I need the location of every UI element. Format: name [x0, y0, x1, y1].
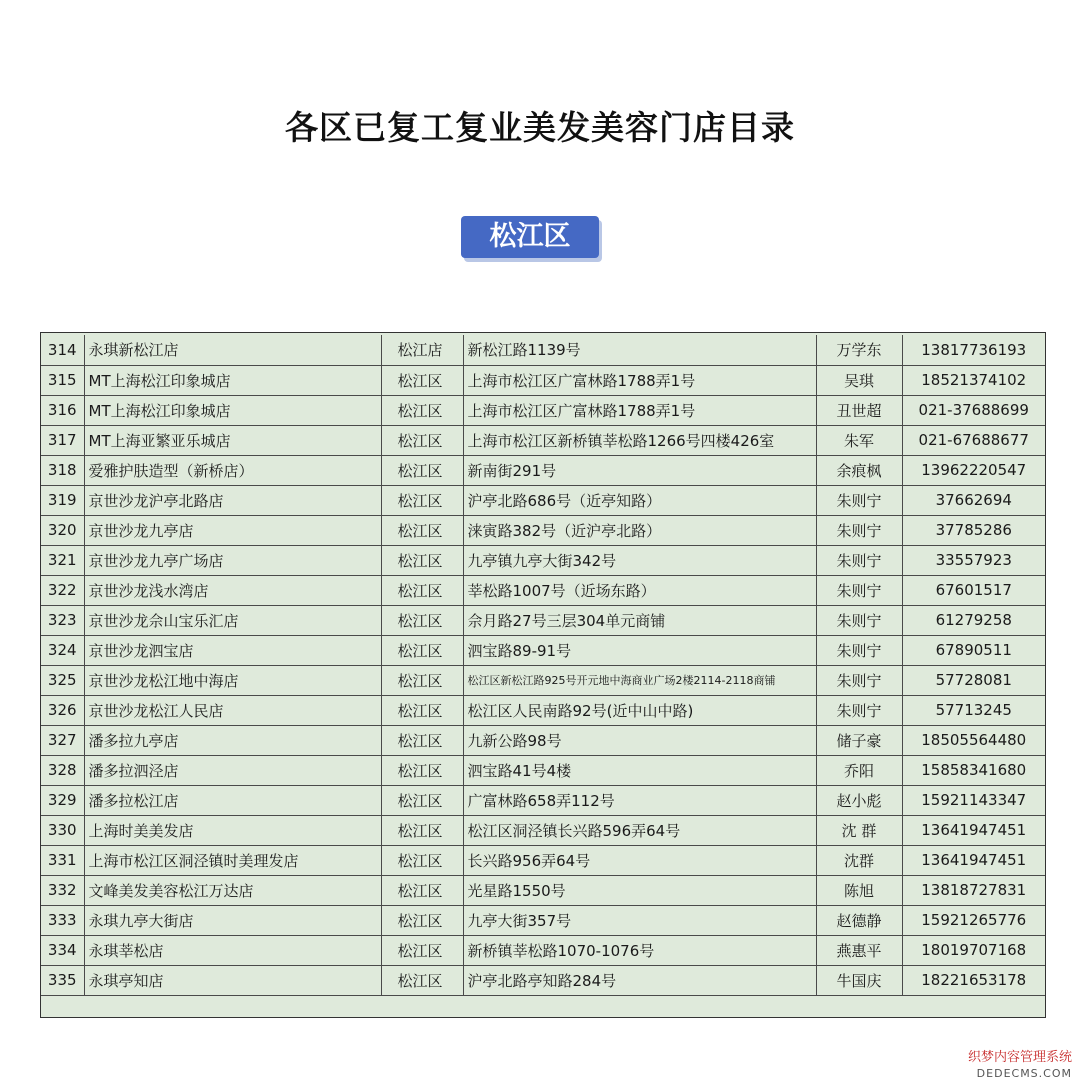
- store-contact: 丑世超: [816, 395, 902, 425]
- store-district: 松江区: [381, 965, 463, 995]
- store-district: 松江区: [381, 575, 463, 605]
- store-contact: 沈 群: [816, 815, 902, 845]
- store-district: 松江区: [381, 605, 463, 635]
- store-phone: 61279258: [902, 605, 1045, 635]
- table-row: [41, 605, 1045, 635]
- row-number: 331: [41, 845, 84, 875]
- store-contact: 朱则宁: [816, 605, 902, 635]
- store-phone: 33557923: [902, 545, 1045, 575]
- store-name: 上海时美美发店: [84, 815, 381, 845]
- store-phone: 18505564480: [902, 725, 1045, 755]
- store-contact: 朱则宁: [816, 635, 902, 665]
- table-row: [41, 695, 1045, 725]
- table-row: [41, 635, 1045, 665]
- store-address: 沪亭北路亭知路284号: [463, 965, 816, 995]
- store-name: 潘多拉泗泾店: [84, 755, 381, 785]
- row-number: 330: [41, 815, 84, 845]
- store-phone: 13641947451: [902, 845, 1045, 875]
- table-row: [41, 425, 1045, 455]
- store-district: 松江店: [381, 335, 463, 365]
- store-phone: 15921265776: [902, 905, 1045, 935]
- store-district: 松江区: [381, 695, 463, 725]
- store-address: 松江区洞泾镇长兴路596弄64号: [463, 815, 816, 845]
- store-district: 松江区: [381, 425, 463, 455]
- store-phone: 15858341680: [902, 755, 1045, 785]
- store-district: 松江区: [381, 785, 463, 815]
- store-contact: 朱则宁: [816, 695, 902, 725]
- store-district: 松江区: [381, 365, 463, 395]
- store-name: 京世沙龙松江地中海店: [84, 665, 381, 695]
- store-address: 沪亭北路686号（近亭知路）: [463, 485, 816, 515]
- store-name: 京世沙龙松江人民店: [84, 695, 381, 725]
- store-phone: 57728081: [902, 665, 1045, 695]
- row-number: 332: [41, 875, 84, 905]
- store-district: 松江区: [381, 875, 463, 905]
- store-address: 新松江路1139号: [463, 335, 816, 365]
- row-number: 329: [41, 785, 84, 815]
- store-name: MT上海亚繁亚乐城店: [84, 425, 381, 455]
- store-address: 泗宝路89-91号: [463, 635, 816, 665]
- row-number: 323: [41, 605, 84, 635]
- store-address: 松江区人民南路92号(近中山中路): [463, 695, 816, 725]
- store-district: 松江区: [381, 665, 463, 695]
- store-name: 永琪九亭大街店: [84, 905, 381, 935]
- store-phone: 021-37688699: [902, 395, 1045, 425]
- store-name: 潘多拉松江店: [84, 785, 381, 815]
- store-address: 佘月路27号三层304单元商铺: [463, 605, 816, 635]
- store-phone: 13641947451: [902, 815, 1045, 845]
- row-number: 320: [41, 515, 84, 545]
- row-number: 319: [41, 485, 84, 515]
- store-district: 松江区: [381, 545, 463, 575]
- store-name: 京世沙龙九亭广场店: [84, 545, 381, 575]
- store-contact: 朱则宁: [816, 545, 902, 575]
- store-district: 松江区: [381, 815, 463, 845]
- store-contact: 赵小彪: [816, 785, 902, 815]
- row-number: 321: [41, 545, 84, 575]
- store-phone: 57713245: [902, 695, 1045, 725]
- store-contact: 朱则宁: [816, 575, 902, 605]
- store-district: 松江区: [381, 515, 463, 545]
- store-district: 松江区: [381, 485, 463, 515]
- store-contact: 沈群: [816, 845, 902, 875]
- row-number: 334: [41, 935, 84, 965]
- table-row: [41, 545, 1045, 575]
- store-district: 松江区: [381, 845, 463, 875]
- row-number: 316: [41, 395, 84, 425]
- table-row: [41, 575, 1045, 605]
- store-contact: 乔阳: [816, 755, 902, 785]
- store-name: 永琪莘松店: [84, 935, 381, 965]
- store-name: 上海市松江区洞泾镇时美理发店: [84, 845, 381, 875]
- table-row: [41, 875, 1045, 905]
- store-address: 长兴路956弄64号: [463, 845, 816, 875]
- store-contact: 万学东: [816, 335, 902, 365]
- store-phone: 13817736193: [902, 335, 1045, 365]
- store-contact: 朱则宁: [816, 515, 902, 545]
- store-phone: 67890511: [902, 635, 1045, 665]
- store-name: 京世沙龙佘山宝乐汇店: [84, 605, 381, 635]
- store-name: 京世沙龙浅水湾店: [84, 575, 381, 605]
- row-number: 333: [41, 905, 84, 935]
- table-row: [41, 845, 1045, 875]
- store-contact: 余痕枫: [816, 455, 902, 485]
- table-row: [41, 485, 1045, 515]
- store-phone: 67601517: [902, 575, 1045, 605]
- store-phone: 021-67688677: [902, 425, 1045, 455]
- store-phone: 13818727831: [902, 875, 1045, 905]
- store-contact: 赵德静: [816, 905, 902, 935]
- district-badge: 松江区: [461, 216, 599, 258]
- store-contact: 朱则宁: [816, 665, 902, 695]
- row-number: 335: [41, 965, 84, 995]
- store-contact: 吴琪: [816, 365, 902, 395]
- row-number: 324: [41, 635, 84, 665]
- table-row: [41, 665, 1045, 695]
- store-phone: 18019707168: [902, 935, 1045, 965]
- store-contact: 储子豪: [816, 725, 902, 755]
- store-name: 京世沙龙沪亭北路店: [84, 485, 381, 515]
- store-contact: 朱军: [816, 425, 902, 455]
- store-name: 永琪亭知店: [84, 965, 381, 995]
- row-number: 314: [41, 335, 84, 365]
- store-phone: 13962220547: [902, 455, 1045, 485]
- store-name: 永琪新松江店: [84, 335, 381, 365]
- store-table: [40, 332, 1046, 1018]
- table-row: [41, 755, 1045, 785]
- table-row: [41, 935, 1045, 965]
- store-phone: 15921143347: [902, 785, 1045, 815]
- store-name: MT上海松江印象城店: [84, 395, 381, 425]
- table-row: [41, 455, 1045, 485]
- store-contact: 牛国庆: [816, 965, 902, 995]
- store-address: 新南街291号: [463, 455, 816, 485]
- store-phone: 18221653178: [902, 965, 1045, 995]
- store-address: 上海市松江区广富林路1788弄1号: [463, 395, 816, 425]
- table-row: [41, 335, 1045, 365]
- table-row: [41, 905, 1045, 935]
- row-number: 318: [41, 455, 84, 485]
- store-address: 涞寅路382号（近沪亭北路）: [463, 515, 816, 545]
- store-district: 松江区: [381, 935, 463, 965]
- store-address: 莘松路1007号（近场东路）: [463, 575, 816, 605]
- store-phone: 37785286: [902, 515, 1045, 545]
- page-title: 各区已复工复业美发美容门店目录: [285, 108, 795, 147]
- store-address: 九亭大街357号: [463, 905, 816, 935]
- store-district: 松江区: [381, 725, 463, 755]
- row-number: 317: [41, 425, 84, 455]
- store-contact: 燕惠平: [816, 935, 902, 965]
- store-name: 爱雅护肤造型（新桥店）: [84, 455, 381, 485]
- store-table-body: [41, 335, 1045, 995]
- table-row: [41, 515, 1045, 545]
- store-district: 松江区: [381, 455, 463, 485]
- store-address: 九新公路98号: [463, 725, 816, 755]
- row-number: 325: [41, 665, 84, 695]
- table-row: [41, 785, 1045, 815]
- store-district: 松江区: [381, 755, 463, 785]
- table-row: [41, 395, 1045, 425]
- table-row: [41, 725, 1045, 755]
- store-name: 京世沙龙泗宝店: [84, 635, 381, 665]
- table-row: [41, 815, 1045, 845]
- table-row: [41, 965, 1045, 995]
- store-address: 九亭镇九亭大街342号: [463, 545, 816, 575]
- store-district: 松江区: [381, 395, 463, 425]
- row-number: 315: [41, 365, 84, 395]
- store-address: 光星路1550号: [463, 875, 816, 905]
- row-number: 326: [41, 695, 84, 725]
- row-number: 328: [41, 755, 84, 785]
- row-number: 327: [41, 725, 84, 755]
- watermark: [968, 1050, 1072, 1082]
- store-address: 上海市松江区广富林路1788弄1号: [463, 365, 816, 395]
- store-address: 泗宝路41号4楼: [463, 755, 816, 785]
- store-name: 文峰美发美容松江万达店: [84, 875, 381, 905]
- store-phone: 18521374102: [902, 365, 1045, 395]
- store-name: 潘多拉九亭店: [84, 725, 381, 755]
- watermark-line1: 织梦内容管理系统: [967, 1050, 1072, 1065]
- store-name: 京世沙龙九亭店: [84, 515, 381, 545]
- store-district: 松江区: [381, 635, 463, 665]
- store-name: MT上海松江印象城店: [84, 365, 381, 395]
- store-address: 上海市松江区新桥镇莘松路1266号四楼426室: [463, 425, 816, 455]
- store-contact: 陈旭: [816, 875, 902, 905]
- watermark-line2: DEDECMS.COM: [976, 1067, 1072, 1080]
- store-address: 广富林路658弄112号: [463, 785, 816, 815]
- store-district: 松江区: [381, 905, 463, 935]
- store-phone: 37662694: [902, 485, 1045, 515]
- row-number: 322: [41, 575, 84, 605]
- store-address: 新桥镇莘松路1070-1076号: [463, 935, 816, 965]
- store-address: 松江区新松江路925号开元地中海商业广场2楼2114-2118商铺: [463, 665, 816, 695]
- table-row: [41, 365, 1045, 395]
- store-contact: 朱则宁: [816, 485, 902, 515]
